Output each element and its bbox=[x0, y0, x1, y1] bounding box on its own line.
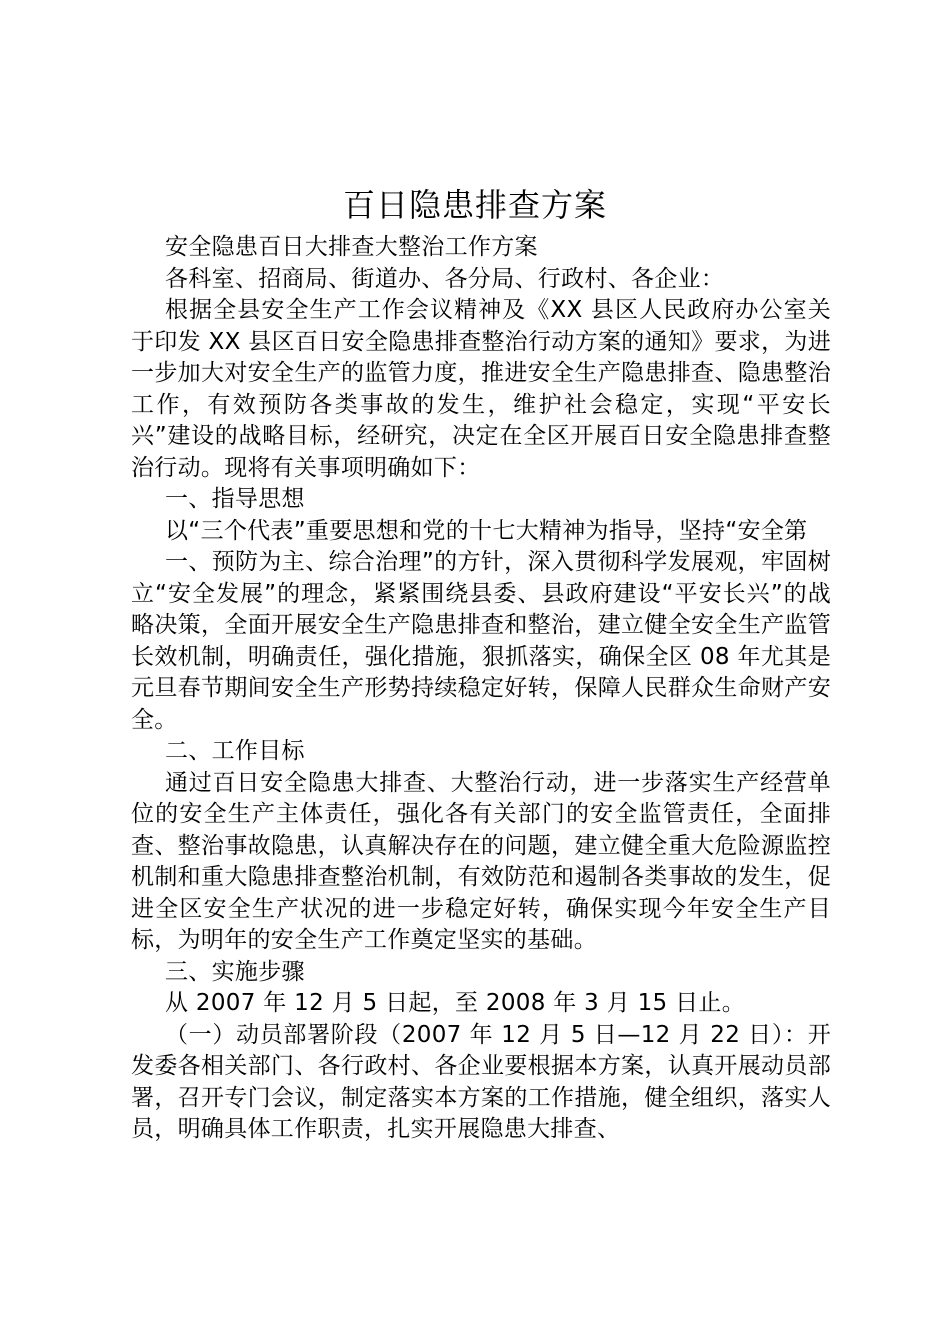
paragraph-mobilization-stage: （一）动员部署阶段（2007 年 12 月 5 日—12 月 22 日）：开发委各相关部门、各行政村、各企业要根据本方案，认真开展动员部署，召开专门会议，制定落实本方案的工作措施，健全组织，落实人员，明确具体工作职责，扎实开展隐患大排查、 bbox=[131, 1021, 831, 1142]
section-heading-guiding-ideology: 一、指导思想 bbox=[165, 486, 305, 512]
paragraph-work-goals: 通过百日安全隐患大排查、大整治行动，进一步落实生产经营单位的安全生产主体责任，强化各有关部门的安全监管责任，全面排查、整治事故隐患，认真解决存在的问题，建立健全重大危险源监控机制和重大隐患排查整治机制，有效防范和遏制各类事故的发生，促进全区安全生产状况的进一步稳定好转，确保实现今年安全生产目标，为明年的安全生产工作奠定坚实的基础。 bbox=[131, 769, 831, 953]
document-body bbox=[131, 232, 831, 1146]
paragraph-addressees: 各科室、招商局、街道办、各分局、行政村、各企业： bbox=[165, 265, 725, 292]
section-heading-implementation-steps: 三、实施步骤 bbox=[165, 958, 305, 985]
document-title: 百日隐患排查方案 bbox=[342, 186, 607, 224]
paragraph-time-period: 从 2007 年 12 月 5 日起，至 2008 年 3 月 15 日止。 bbox=[165, 990, 745, 1016]
paragraph-guiding-ideology-continued: 一、预防为主、综合治理”的方针，深入贯彻科学发展观，牢固树立“安全发展”的理念，紧紧围绕县委、县政府建设“平安长兴”的战略决策，全面开展安全生产隐患排查和整治，建立健全安全生产监管长效机制，明确责任，强化措施，狠抓落实，确保全区 08 年尤其是元旦春节期间安全生产形势持续稳定好转，保障人民群众生命财产安全。 bbox=[131, 549, 831, 733]
paragraph-introduction: 根据全县安全生产工作会议精神及《XX 县区人民政府办公室关于印发 XX 县区百日安全隐患排查整治行动方案的通知》要求，为进一步加大对安全生产的监管力度，推进安全生产隐患排查、隐患整治工作，有效预防各类事故的发生，维护社会稳定，实现“平安长兴”建设的战略目标，经研究，决定在全区开展百日安全隐患排查整治行动。现将有关事项明确如下： bbox=[131, 297, 831, 481]
section-heading-work-goals: 二、工作目标 bbox=[165, 738, 305, 764]
paragraph-guiding-ideology: 以“三个代表”重要思想和党的十七大精神为指导，坚持“安全第 bbox=[165, 517, 808, 544]
paragraph-subtitle: 安全隐患百日大排查大整治工作方案 bbox=[165, 234, 538, 260]
